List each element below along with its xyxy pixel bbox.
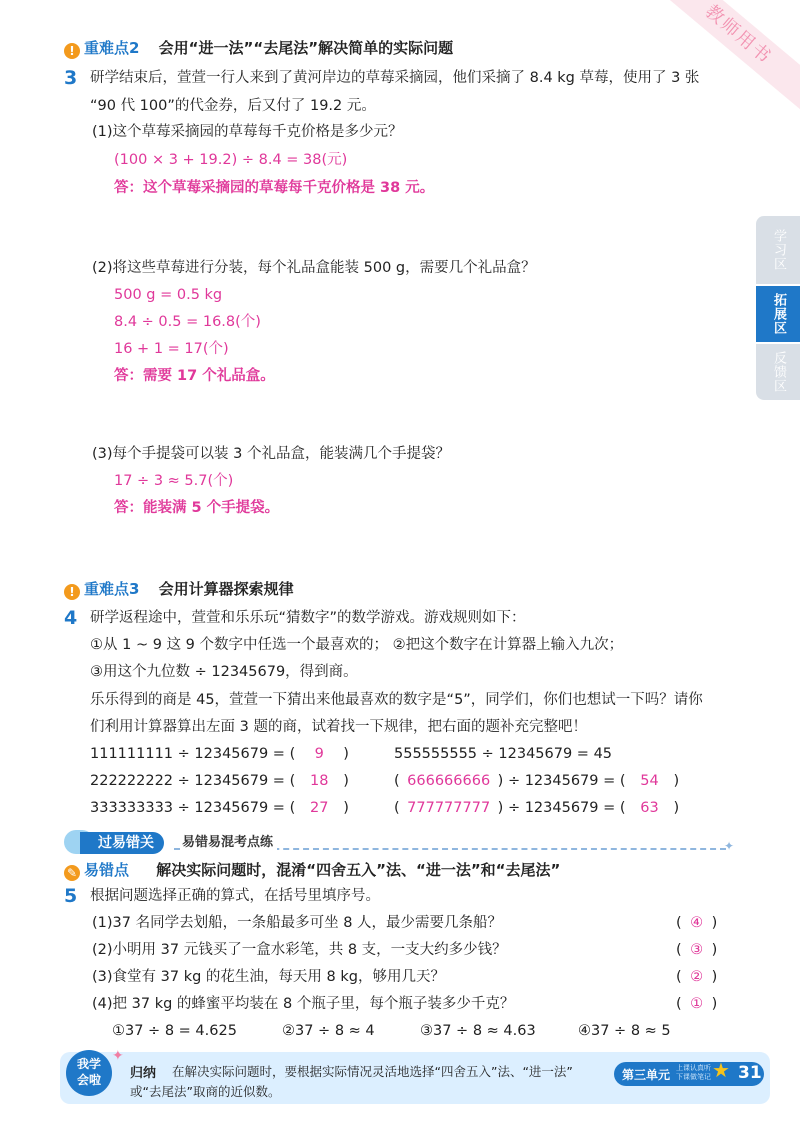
section-heading-error-point xyxy=(64,860,560,881)
choice-answer: ( ② ) xyxy=(676,969,718,985)
unit-label: 第三单元 xyxy=(622,1068,671,1082)
sub-question: (3)每个手提袋可以装 3 个礼品盒，能装满几个手提袋？ xyxy=(92,446,450,462)
answer-mark: ② xyxy=(690,969,704,985)
choice-item: (3)食堂有 37 kg 的花生油，每天用 8 kg，够用几天？ xyxy=(92,969,445,985)
banner-subtitle: 易错易混考点练 xyxy=(182,833,277,853)
footer-label: 归纳 xyxy=(130,1066,157,1081)
section-title: 会用“进一法”“去尾法”解决简单的实际问题 xyxy=(158,39,454,57)
calc-answer: 54 xyxy=(640,773,659,789)
question-number: 4 xyxy=(64,607,78,629)
footer-summary: 在解决实际问题时，要根据实际情况灵活地选择“四舍五入”法、“进一法” xyxy=(172,1064,573,1079)
unit-subtitle: 上课认真听 下课做笔记 xyxy=(676,1064,711,1081)
calc-row xyxy=(90,798,349,818)
footer-badge xyxy=(66,1050,112,1096)
work-line: 17 ÷ 3 ≈ 5.7(个) xyxy=(114,473,234,489)
option: ②37 ÷ 8 ≈ 4 xyxy=(282,1023,375,1039)
watermark-ribbon xyxy=(650,0,800,112)
section-title: 解决实际问题时，混淆“四舍五入”法、“进一法”和“去尾法” xyxy=(156,861,561,879)
question-stem: 研学结束后，萱萱一行人来到了黄河岸边的草莓采摘园，他们采摘了 8.4 kg 草莓，使用了 3 张 xyxy=(90,70,700,86)
calc-row xyxy=(394,798,679,818)
work-line: (100 × 3 + 19.2) ÷ 8.4 = 38(元) xyxy=(114,152,348,168)
option: ④37 ÷ 8 ≈ 5 xyxy=(578,1023,671,1039)
calc-expression: 111111111 ÷ 12345679 = ( xyxy=(90,746,296,762)
choice-answer: ( ④ ) xyxy=(676,915,718,931)
question-stem: 根据问题选择正确的算式，在括号里填序号。 xyxy=(90,888,380,904)
calc-expression: 333333333 ÷ 12345679 = ( xyxy=(90,800,296,816)
calc-answer: 18 xyxy=(310,773,329,789)
side-tab-label: 学习区 xyxy=(771,229,786,271)
mascot-icon: ★ xyxy=(712,1058,730,1082)
section-title: 会用计算器探索规律 xyxy=(158,580,294,598)
calc-expression: 222222222 ÷ 12345679 = ( xyxy=(90,773,296,789)
sub-question: (1)这个草莓采摘园的草莓每千克价格是多少元？ xyxy=(92,124,403,140)
calc-answer: 63 xyxy=(640,800,659,816)
calc-expression: ) ÷ 12345679 = ( xyxy=(497,773,626,789)
section-banner xyxy=(64,830,734,856)
calc-close: ) xyxy=(343,746,349,762)
key-point-icon: ! xyxy=(64,584,80,600)
section-heading-key-point-3 xyxy=(64,579,294,600)
question-stem: “90 代 100”的代金券，后又付了 19.2 元。 xyxy=(90,98,376,114)
calc-close: ) xyxy=(343,800,349,816)
answer-line: 答：需要 17 个礼品盒。 xyxy=(114,368,275,384)
footer-summary: 或“去尾法”取商的近似数。 xyxy=(130,1084,281,1099)
answer-mark: ① xyxy=(690,996,704,1012)
star-icon: ✦ xyxy=(724,839,735,853)
side-tab-feedback[interactable] xyxy=(756,344,800,400)
side-tab-label: 反馈区 xyxy=(771,351,786,393)
side-tab-study[interactable] xyxy=(756,216,800,284)
question-number: 3 xyxy=(64,67,78,89)
calc-open: ( xyxy=(394,800,400,816)
section-tag: 易错点 xyxy=(84,861,130,879)
work-line: 16 + 1 = 17(个) xyxy=(114,341,229,357)
section-heading-key-point-2 xyxy=(64,38,453,59)
side-tab-label: 拓展区 xyxy=(771,293,786,335)
section-tag: 重难点3 xyxy=(84,580,140,598)
question-number: 5 xyxy=(64,885,78,907)
choice-item: (4)把 37 kg 的蜂蜜平均装在 8 个瓶子里，每个瓶子装多少千克？ xyxy=(92,996,515,1012)
error-point-icon: ✎ xyxy=(64,865,80,881)
option: ①37 ÷ 8 = 4.625 xyxy=(112,1023,237,1039)
section-tag: 重难点2 xyxy=(84,39,140,57)
calc-row xyxy=(90,744,349,764)
answer-line: 答：能装满 5 个手提袋。 xyxy=(114,500,280,516)
work-line: 8.4 ÷ 0.5 = 16.8(个) xyxy=(114,314,261,330)
calc-answer: 777777777 xyxy=(407,800,491,816)
page-number: 31 xyxy=(738,1063,762,1083)
calc-expression: ) ÷ 12345679 = ( xyxy=(497,800,626,816)
answer-mark: ④ xyxy=(690,915,704,931)
answer-mark: ③ xyxy=(690,942,704,958)
calc-answer: 9 xyxy=(314,746,324,762)
option: ③37 ÷ 8 ≈ 4.63 xyxy=(420,1023,536,1039)
calc-close: ) xyxy=(343,773,349,789)
choice-item: (1)37 名同学去划船，一条船最多可坐 8 人，最少需要几条船？ xyxy=(92,915,503,931)
key-point-icon: ! xyxy=(64,43,80,59)
banner-title: 过易错关 xyxy=(80,832,164,854)
side-tab-extend[interactable] xyxy=(756,286,800,342)
calc-answer: 666666666 xyxy=(407,773,491,789)
choice-answer: ( ① ) xyxy=(676,996,718,1012)
calc-row xyxy=(394,771,679,791)
calc-open: ( xyxy=(394,773,400,789)
work-line: 500 g = 0.5 kg xyxy=(114,287,223,303)
sub-question: (2)将这些草莓进行分装，每个礼品盒能装 500 g，需要几个礼品盒？ xyxy=(92,260,536,276)
choice-item: (2)小明用 37 元钱买了一盒水彩笔，共 8 支，一支大约多少钱？ xyxy=(92,942,507,958)
calc-close: ) xyxy=(673,773,680,789)
rule-line: ①从 1 ~ 9 这 9 个数字中任选一个最喜欢的； ②把这个数字在计算器上输入九次； xyxy=(90,637,624,653)
question-stem: 研学返程途中，萱萱和乐乐玩“猜数字”的数学游戏。游戏规则如下： xyxy=(90,610,526,626)
question-stem: 乐乐得到的商是 45，萱萱一下猜出来他最喜欢的数字是“5”，同学们，你们也想试一下吗？请你 xyxy=(90,692,703,708)
watermark-text: 教师用书 xyxy=(700,0,776,69)
calc-row: 555555555 ÷ 12345679 = 45 xyxy=(394,746,613,762)
question-stem: 们利用计算器算出左面 3 题的商，试着找一下规律，把右面的题补充完整吧！ xyxy=(90,719,587,735)
calc-answer: 27 xyxy=(310,800,329,816)
sparkle-icon: ✦ xyxy=(112,1048,124,1064)
choice-answer: ( ③ ) xyxy=(676,942,718,958)
rule-line: ③用这个九位数 ÷ 12345679，得到商。 xyxy=(90,664,358,680)
calc-row xyxy=(90,771,349,791)
footer-badge-text: 我学会啦 xyxy=(76,1057,101,1087)
answer-line: 答：这个草莓采摘园的草莓每千克价格是 38 元。 xyxy=(114,180,435,196)
calc-close: ) xyxy=(673,800,680,816)
